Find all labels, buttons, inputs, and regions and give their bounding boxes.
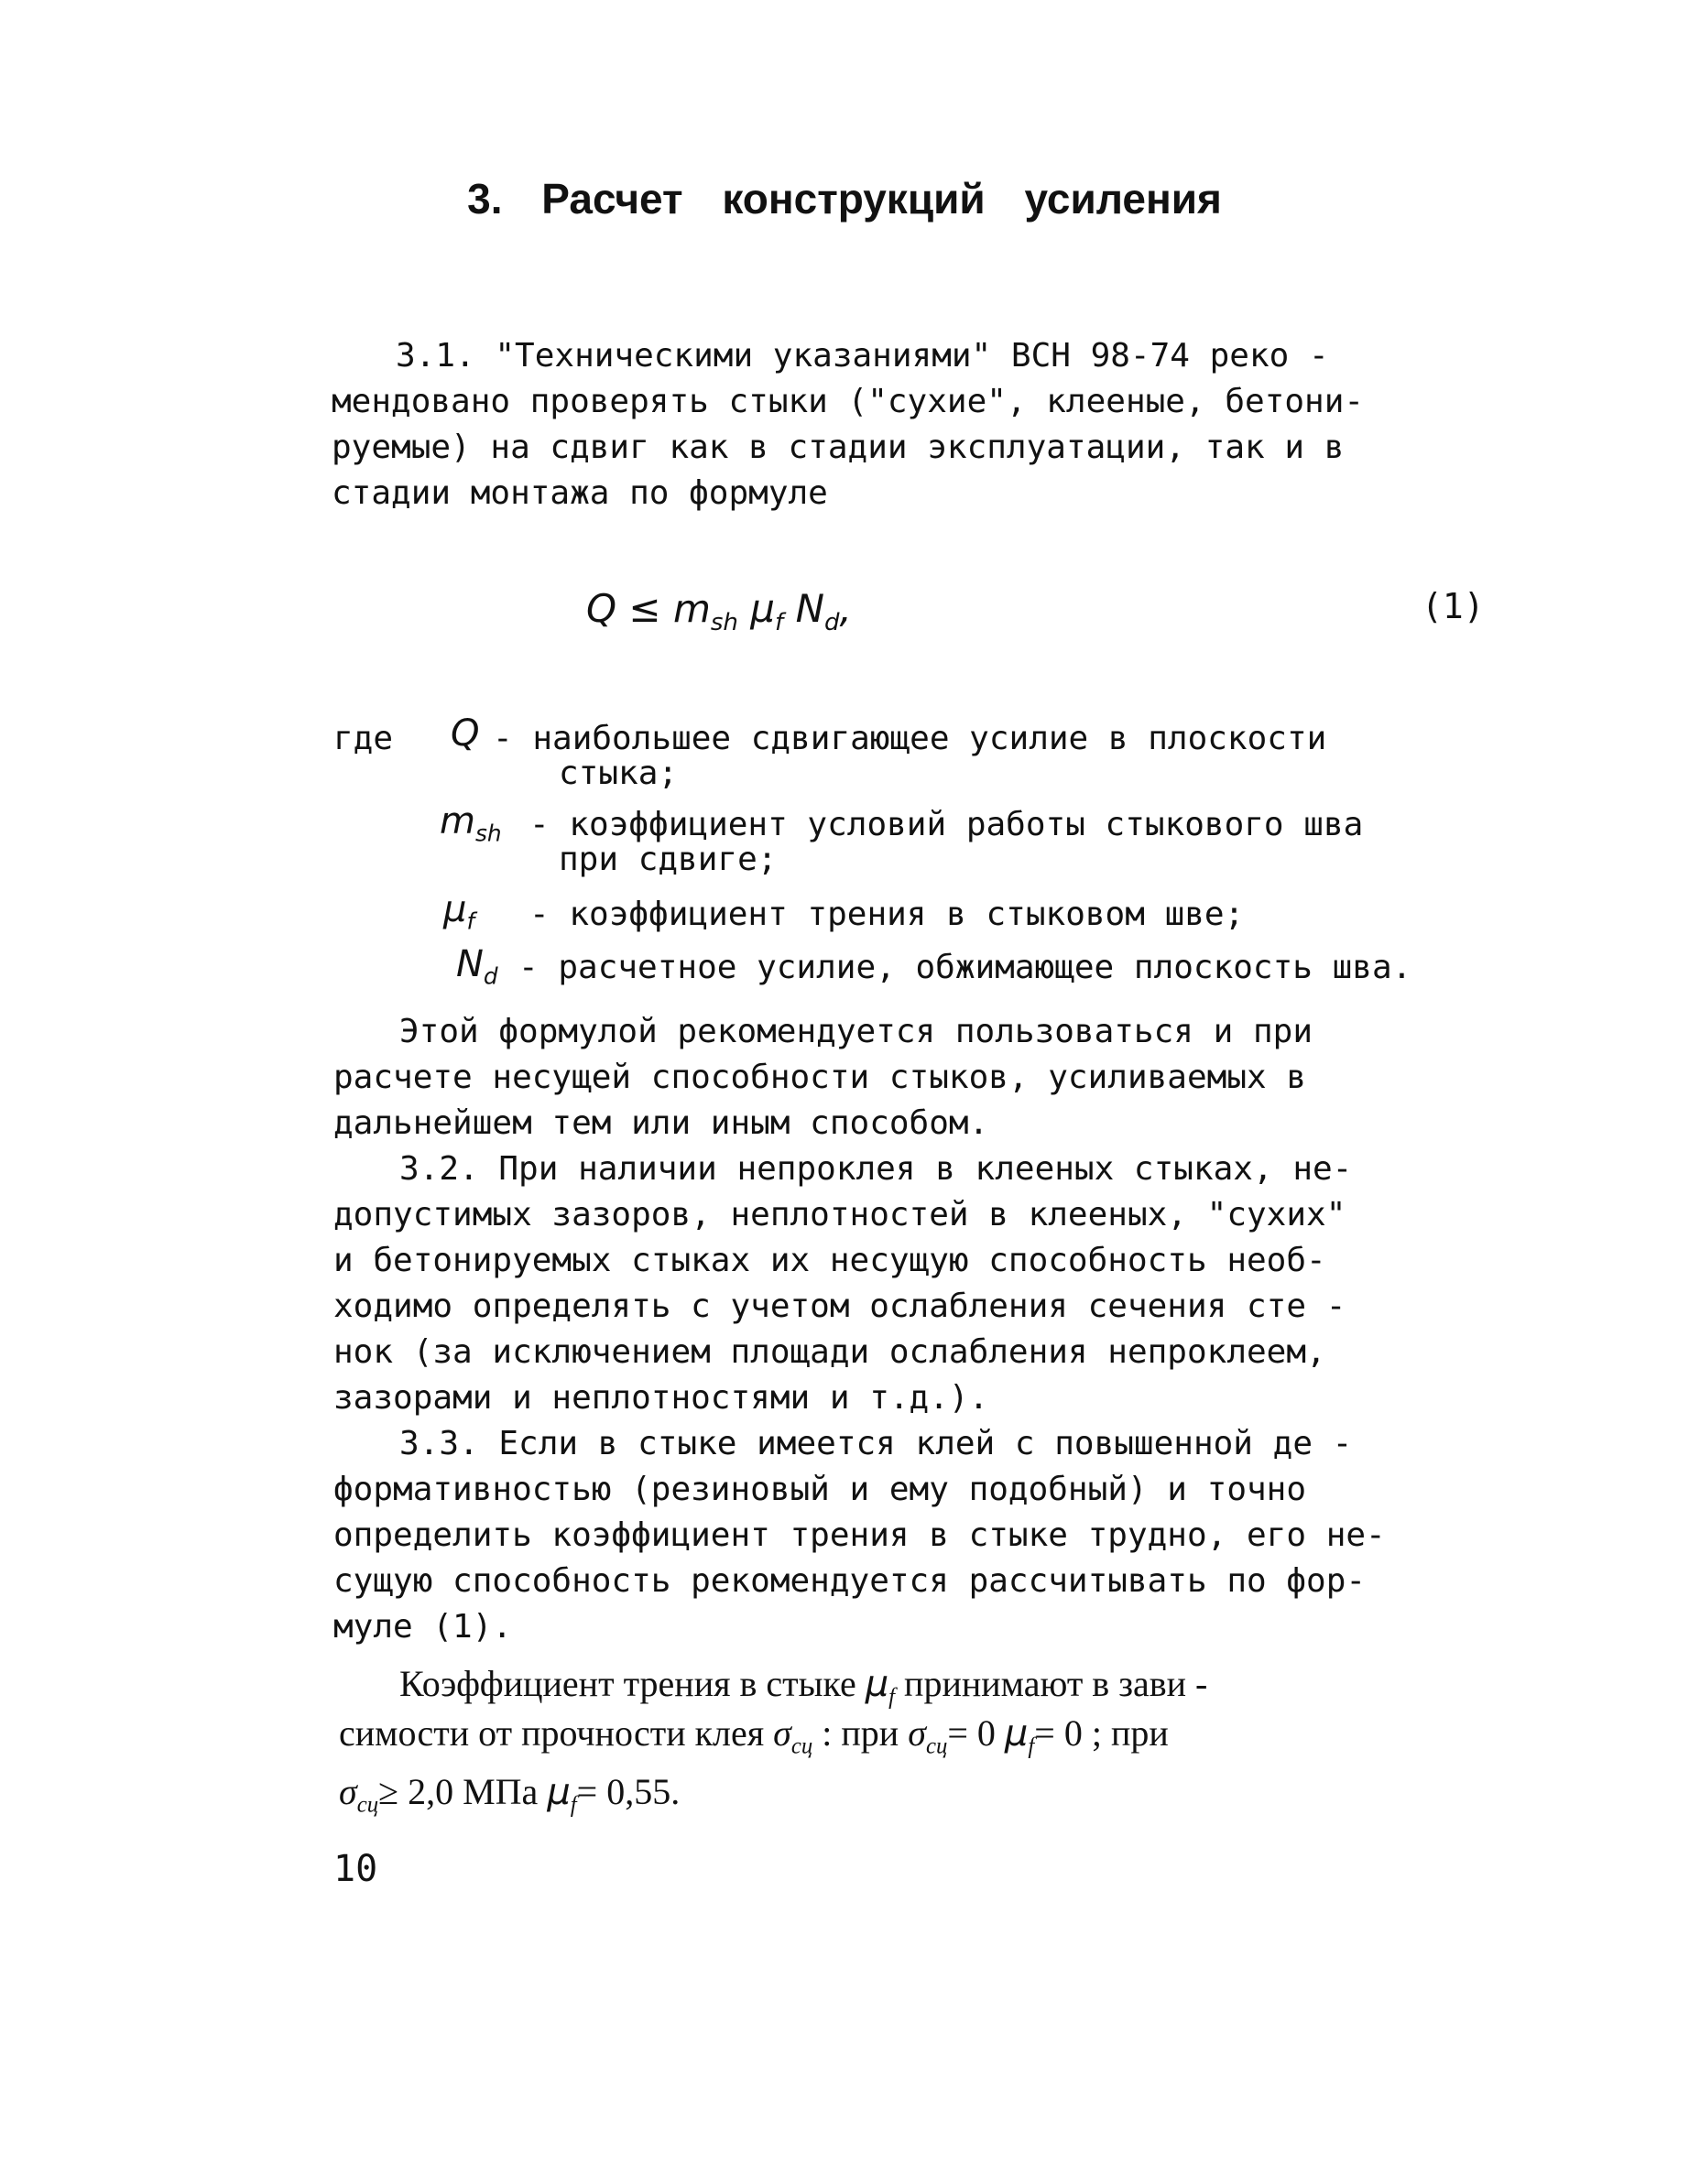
def-q-line-2: стыка; bbox=[559, 755, 679, 792]
def-symbol-nd: $N_d$ bbox=[456, 943, 498, 990]
where-label: где bbox=[333, 720, 394, 757]
p32-line-3: и бетонируемых стыках их несущую способность необ- bbox=[333, 1242, 1326, 1279]
def-msh-line-1: - коэффициент условий работы стыкового шва bbox=[529, 806, 1364, 843]
p31-line-4: стадии монтажа по формуле bbox=[332, 474, 828, 512]
p33-line-2: формативностью (резиновый и ему подобный) и точно bbox=[333, 1471, 1307, 1508]
p32-line-2: допустимых зазоров, неплотностей в клееных, "сухих" bbox=[333, 1196, 1346, 1233]
section-heading: 3. Расчет конструкций усиления bbox=[467, 175, 1222, 223]
p32-line-6: зазорами и неплотностями и т.д.). bbox=[333, 1379, 989, 1417]
def-nd-line-1: - расчетное усилие, обжимающее плоскость шва. bbox=[518, 949, 1412, 986]
p33-line-4: сущую способность рекомендуется рассчитывать по фор- bbox=[333, 1562, 1367, 1600]
p33-line-5: муле (1). bbox=[333, 1608, 513, 1646]
p32-line-4: ходимо определять с учетом ослабления сечения сте - bbox=[333, 1288, 1346, 1325]
friction-line-1: Коэффициент трения в стыке $\mu_f$ принимают в зави - bbox=[399, 1663, 1208, 1710]
equation-number: (1) bbox=[1422, 586, 1485, 626]
p31-line-1: 3.1. "Техническими указаниями" ВСН 98-74 реко - bbox=[396, 337, 1329, 375]
p33-line-1: 3.3. Если в стыке имеется клей с повышенной де - bbox=[399, 1425, 1353, 1462]
def-symbol-msh: $m_{sh}$ bbox=[440, 800, 502, 847]
def-symbol-q: Q bbox=[451, 712, 480, 755]
p33-line-3: определить коэффициент трения в стыке трудно, его не- bbox=[333, 1516, 1386, 1554]
formula-1: $Q \le m_{sh}$ $\mu_f$ $N_d$, bbox=[586, 586, 852, 637]
def-q-line-1: - наибольшее сдвигающее усилие в плоскости bbox=[493, 720, 1327, 757]
p32-line-5: нок (за исключением площади ослабления непроклеем, bbox=[333, 1333, 1326, 1371]
usage-line-1: Этой формулой рекомендуется пользоваться и при bbox=[399, 1013, 1313, 1050]
p31-line-3: руемые) на сдвиг как в стадии эксплуатации, так и в bbox=[332, 429, 1345, 466]
def-mu-line-1: - коэффициент трения в стыковом шве; bbox=[529, 896, 1245, 933]
p32-line-1: 3.2. При наличии непроклея в клееных стыках, не- bbox=[399, 1150, 1353, 1188]
friction-line-3: $\sigma_{сц}\ge 2,0$ МПа $\mu_f= 0,55$. bbox=[339, 1771, 681, 1818]
def-symbol-mu: $\mu_f$ bbox=[443, 888, 475, 935]
usage-line-3: дальнейшем тем или иным способом. bbox=[333, 1104, 989, 1142]
def-msh-line-2: при сдвиге; bbox=[559, 841, 778, 878]
usage-line-2: расчете несущей способности стыков, усиливаемых в bbox=[333, 1059, 1307, 1096]
friction-line-2: симости от прочности клея $\sigma_{сц}$ : при $\sigma_{сц}= 0$ $\mu_f= 0$ ; при bbox=[339, 1712, 1169, 1759]
p31-line-2: мендовано проверять стыки ("сухие", клееные, бетони- bbox=[332, 383, 1365, 420]
page-number: 10 bbox=[333, 1848, 378, 1890]
